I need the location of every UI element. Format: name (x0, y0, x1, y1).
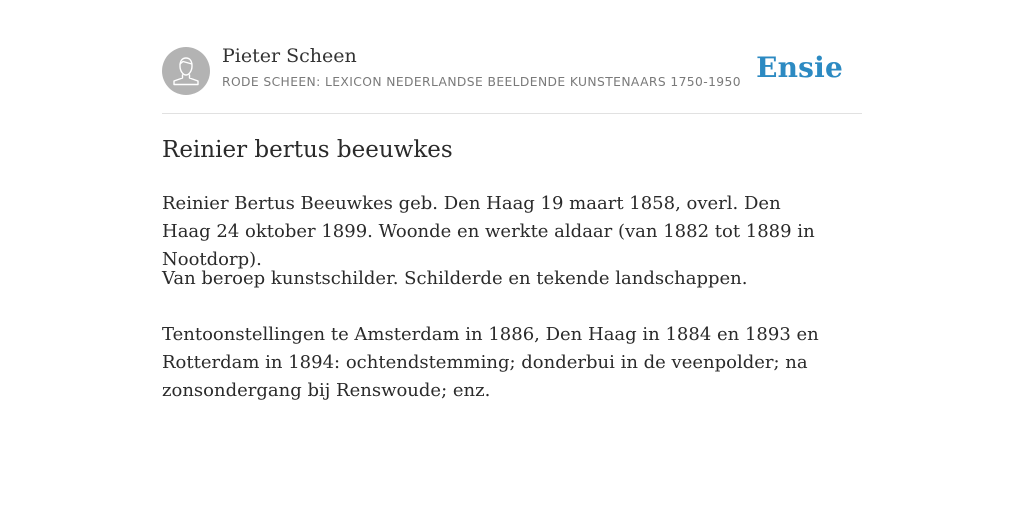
article-paragraph: Reinier Bertus Beeuwkes geb. Den Haag 19 maart 1858, overl. Den Haag 24 oktober 1899. Woonde en werkte aldaar (van 1882 tot 1889 in Nootdorp). (162, 193, 815, 270)
page-content (162, 0, 862, 401)
brand-logo[interactable]: Ensie (756, 51, 843, 84)
avatar[interactable] (162, 47, 210, 95)
article-title: Reinier bertus beeuwkes (162, 137, 453, 163)
article-paragraph: Tentoonstellingen te Amsterdam in 1886, Den Haag in 1884 en 1893 en Rotterdam in 1894: ochtendstemming; donderbui in de veenpolder; na zonsondergang bij Renswoude; enz. (162, 324, 819, 401)
user-placeholder-icon (162, 47, 210, 95)
header (162, 0, 862, 114)
article-paragraph: Van beroep kunstschilder. Schilderde en tekende landschappen. (162, 268, 748, 289)
source-title[interactable]: RODE SCHEEN: LEXICON NEDERLANDSE BEELDENDE KUNSTENAARS 1750-1950 (222, 75, 741, 89)
author-name[interactable]: Pieter Scheen (222, 45, 357, 67)
